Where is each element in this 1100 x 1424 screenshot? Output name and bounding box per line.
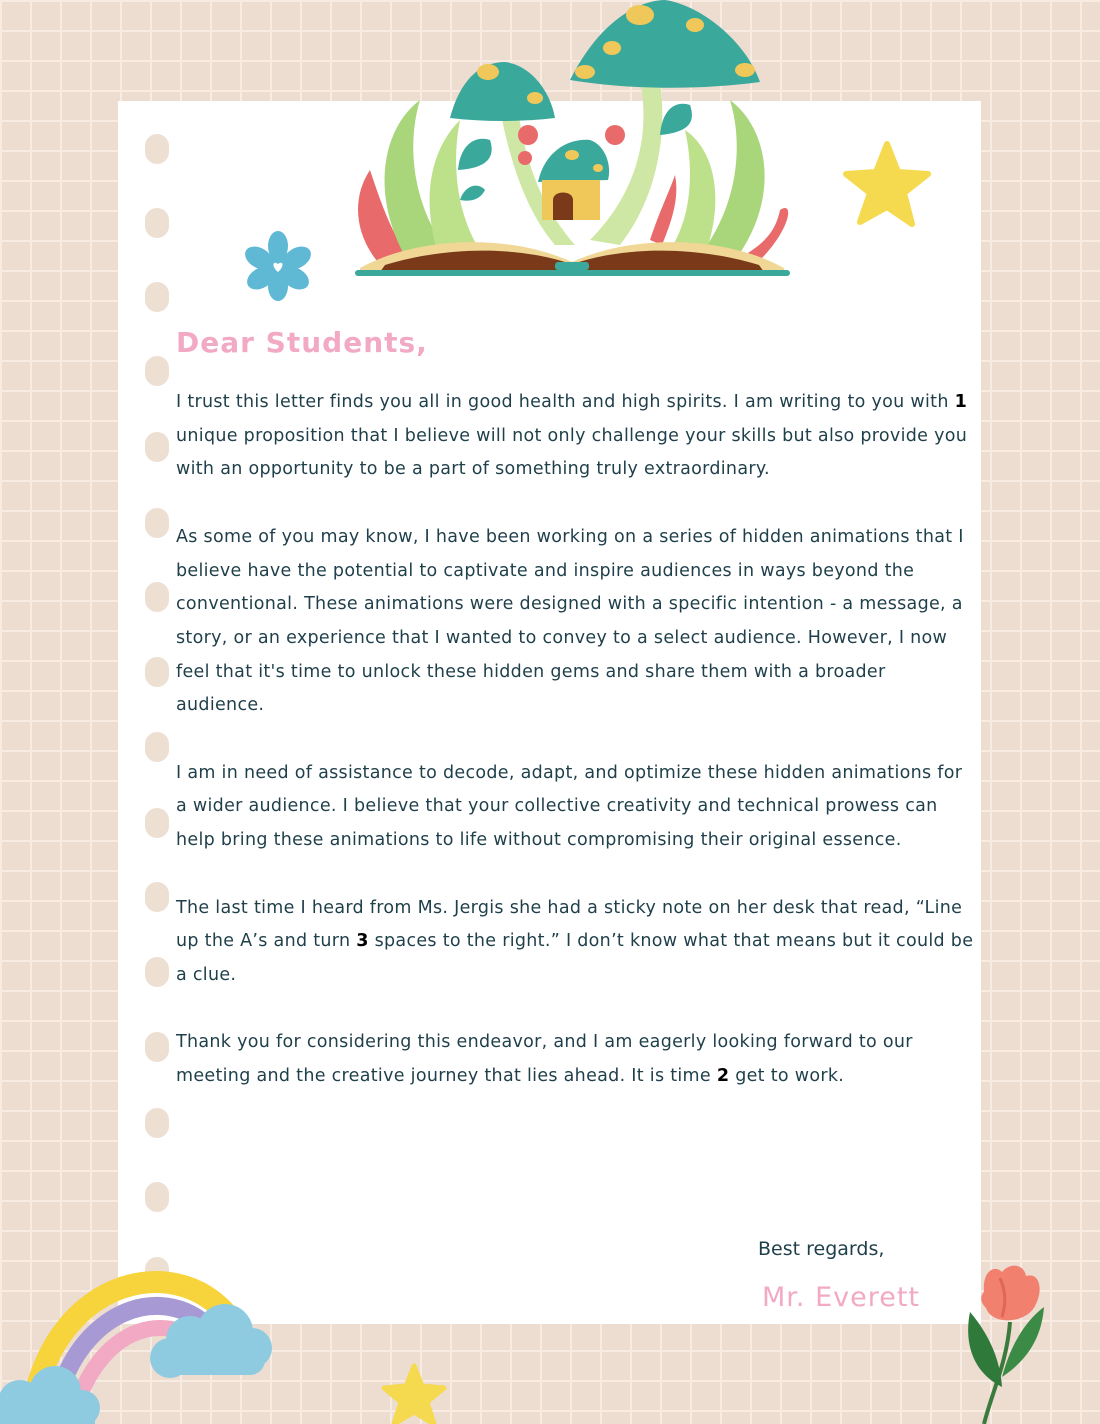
binder-hole <box>145 356 169 386</box>
paragraph: As some of you may know, I have been working on a series of hidden animations that I believe have the potential to captivate and inspire audiences in ways beyond the conventional. These animations were designed with a specific intention - a message, a story, or an experience that I wanted to convey to a select audience. However, I now feel that it's time to unlock these hidden gems and share them with a broader audience. <box>176 526 964 716</box>
signoff: Best regards, <box>758 1238 885 1260</box>
clue-number: 2 <box>716 1066 730 1086</box>
binder-hole <box>145 657 169 687</box>
star-icon <box>840 140 934 230</box>
binder-hole <box>145 808 169 838</box>
paragraph-text: get to work. <box>729 1066 845 1086</box>
rainbow-cloud-illustration <box>0 1270 275 1424</box>
clue-number: 3 <box>356 931 369 952</box>
binder-hole <box>145 134 169 164</box>
flower-icon <box>243 230 313 302</box>
tulip-icon <box>962 1262 1052 1424</box>
letter-body <box>176 386 976 1127</box>
signature: Mr. Everett <box>762 1282 921 1313</box>
binder-hole <box>145 432 169 462</box>
paragraph: I am in need of assistance to decode, adapt, and optimize these hidden animations for a wider audience. I believe that your collective creativity and technical prowess can help bring these animations to life without compromising their original essence. <box>176 762 963 851</box>
binder-hole <box>145 208 169 238</box>
binder-hole <box>145 882 169 912</box>
binder-hole <box>145 282 169 312</box>
binder-hole <box>145 1032 169 1062</box>
greeting: Dear Students, <box>176 326 428 359</box>
star-icon <box>378 1362 450 1424</box>
binder-hole <box>145 957 169 987</box>
paragraph-text: The last time I heard from Ms. Jergis she had a sticky note on her desk that read, “Line up the A’s and turn <box>176 897 963 952</box>
clue-number: 1 <box>954 392 968 412</box>
binder-hole <box>145 582 169 612</box>
binder-hole <box>145 1182 169 1212</box>
paragraph <box>176 386 976 487</box>
paragraph-text: spaces to the right.” I don’t know what that means but it could be a clue. <box>176 931 974 985</box>
paragraph <box>176 892 976 993</box>
paragraph-text: unique proposition that I believe will not only challenge your skills but also provide you with an opportunity to be a part of something truly extraordinary. <box>176 425 968 480</box>
mushroom-book-illustration <box>350 0 795 280</box>
paragraph <box>176 1026 976 1093</box>
binder-hole <box>145 508 169 538</box>
paragraph-text: Thank you for considering this endeavor, and I am eagerly looking forward to our meeting and the creative journey that lies ahead. It is time <box>176 1032 913 1086</box>
paragraph-text: I trust this letter finds you all in good health and high spirits. I am writing to you with <box>176 392 955 412</box>
binder-hole <box>145 1108 169 1138</box>
binder-hole <box>145 732 169 762</box>
